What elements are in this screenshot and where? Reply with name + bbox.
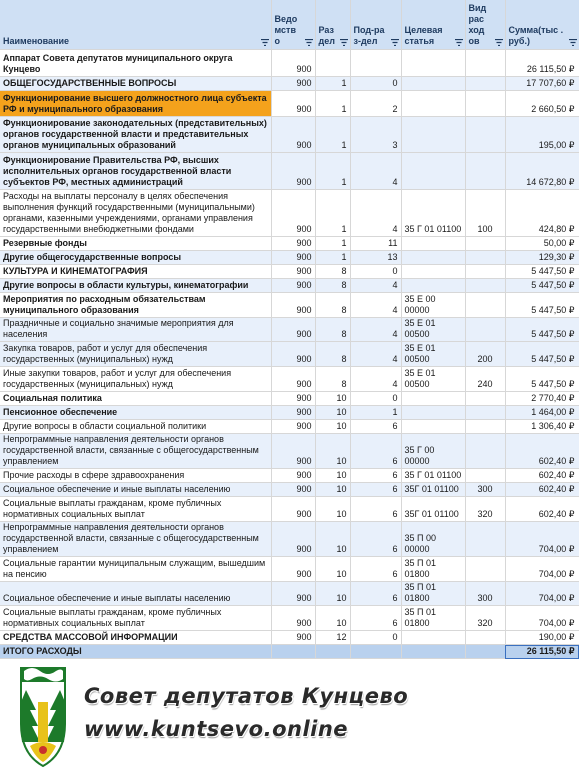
cell-subsection[interactable] — [350, 50, 401, 77]
cell-section[interactable]: 10 — [315, 606, 350, 631]
cell-sum[interactable]: 704,00 ₽ — [505, 606, 579, 631]
cell-expense-type[interactable]: 300 — [465, 483, 505, 497]
cell-department[interactable]: 900 — [271, 392, 315, 406]
cell-target-item[interactable]: 35 Е 01 00500 — [401, 367, 465, 392]
cell-target-item[interactable] — [401, 279, 465, 293]
cell-department[interactable]: 900 — [271, 237, 315, 251]
column-header-target-item[interactable]: Целевая статья — [401, 0, 465, 50]
cell-section[interactable]: 12 — [315, 631, 350, 645]
cell-department[interactable]: 900 — [271, 420, 315, 434]
cell-sum[interactable]: 5 447,50 ₽ — [505, 367, 579, 392]
cell-subsection[interactable]: 4 — [350, 190, 401, 237]
cell-section[interactable]: 1 — [315, 190, 350, 237]
cell-target-item[interactable] — [401, 631, 465, 645]
footer-title: Совет депутатов Кунцево — [84, 684, 409, 708]
cell-section[interactable]: 10 — [315, 483, 350, 497]
cell-name[interactable]: Резервные фонды — [0, 237, 271, 251]
column-header-name[interactable]: Наименование — [0, 0, 271, 50]
cell-target-item[interactable] — [401, 91, 465, 117]
cell-department[interactable]: 900 — [271, 522, 315, 557]
column-header-subsection[interactable]: Под-ра з-дел — [350, 0, 401, 50]
cell-department[interactable]: 900 — [271, 91, 315, 117]
cell-department[interactable]: 900 — [271, 293, 315, 318]
cell-name[interactable]: Социальные выплаты гражданам, кроме публичных нормативных социальных выплат — [0, 606, 271, 631]
cell-sum[interactable]: 26 115,50 ₽ — [505, 50, 579, 77]
coat-of-arms-logo — [18, 662, 68, 768]
table-row[interactable] — [0, 50, 579, 77]
cell-target-item[interactable] — [401, 406, 465, 420]
cell-subsection[interactable]: 0 — [350, 77, 401, 91]
table-row[interactable] — [0, 251, 579, 265]
cell-subsection[interactable]: 6 — [350, 606, 401, 631]
cell-subsection[interactable]: 6 — [350, 522, 401, 557]
cell-sum[interactable]: 602,40 ₽ — [505, 434, 579, 469]
cell-department[interactable]: 900 — [271, 497, 315, 522]
cell-target-item[interactable]: 35 Е 01 00500 — [401, 342, 465, 367]
cell-subsection[interactable]: 0 — [350, 392, 401, 406]
cell-department[interactable]: 900 — [271, 606, 315, 631]
cell-name[interactable]: Другие вопросы в области социальной политики — [0, 420, 271, 434]
cell-department[interactable]: 900 — [271, 265, 315, 279]
table-row[interactable] — [0, 237, 579, 251]
table-row[interactable] — [0, 406, 579, 420]
cell-target-item[interactable]: 35 П 00 00000 — [401, 522, 465, 557]
cell-target-item[interactable] — [401, 237, 465, 251]
table-row[interactable] — [0, 606, 579, 631]
cell-department[interactable]: 900 — [271, 582, 315, 606]
cell-section[interactable]: 10 — [315, 497, 350, 522]
cell-department[interactable]: 900 — [271, 318, 315, 342]
cell-section[interactable]: 8 — [315, 265, 350, 279]
cell-name[interactable]: Иные закупки товаров, работ и услуг для обеспечения государственных (муниципальных) нужд — [0, 367, 271, 392]
cell-expense-type[interactable]: 300 — [465, 582, 505, 606]
cell-target-item[interactable] — [401, 117, 465, 153]
cell-department[interactable]: 900 — [271, 251, 315, 265]
cell-sum[interactable]: 50,00 ₽ — [505, 237, 579, 251]
cell-subsection[interactable]: 0 — [350, 265, 401, 279]
cell-expense-type[interactable] — [465, 50, 505, 77]
cell-subsection[interactable] — [350, 645, 401, 659]
cell-expense-type[interactable] — [465, 557, 505, 582]
cell-expense-type[interactable]: 200 — [465, 342, 505, 367]
cell-subsection[interactable]: 6 — [350, 557, 401, 582]
cell-subsection[interactable]: 6 — [350, 469, 401, 483]
cell-section[interactable]: 8 — [315, 279, 350, 293]
table-row[interactable] — [0, 483, 579, 497]
cell-sum[interactable]: 129,30 ₽ — [505, 251, 579, 265]
cell-section[interactable]: 10 — [315, 434, 350, 469]
cell-expense-type[interactable]: 320 — [465, 606, 505, 631]
cell-target-item[interactable]: 35 Г 01 01100 — [401, 469, 465, 483]
cell-expense-type[interactable] — [465, 469, 505, 483]
cell-sum[interactable]: 5 447,50 ₽ — [505, 318, 579, 342]
cell-expense-type[interactable]: 100 — [465, 190, 505, 237]
cell-name[interactable]: Другие общегосударственные вопросы — [0, 251, 271, 265]
cell-sum[interactable]: 1 306,40 ₽ — [505, 420, 579, 434]
table-row[interactable] — [0, 342, 579, 367]
cell-name[interactable]: Социальные гарантии муниципальным служащим, вышедшим на пенсию — [0, 557, 271, 582]
cell-target-item[interactable] — [401, 153, 465, 190]
cell-target-item[interactable]: 35 Г 01 01100 — [401, 190, 465, 237]
table-row[interactable] — [0, 434, 579, 469]
cell-department[interactable]: 900 — [271, 434, 315, 469]
cell-subsection[interactable]: 0 — [350, 631, 401, 645]
cell-expense-type[interactable] — [465, 265, 505, 279]
cell-sum[interactable]: 602,40 ₽ — [505, 469, 579, 483]
table-row[interactable] — [0, 631, 579, 645]
cell-subsection[interactable]: 1 — [350, 406, 401, 420]
cell-section[interactable]: 10 — [315, 557, 350, 582]
cell-subsection[interactable]: 13 — [350, 251, 401, 265]
cell-target-item[interactable] — [401, 265, 465, 279]
cell-sum[interactable]: 704,00 ₽ — [505, 522, 579, 557]
column-header-sum[interactable]: Сумма(тыс . руб.) — [505, 0, 579, 50]
cell-target-item[interactable]: 35Г 01 01100 — [401, 483, 465, 497]
cell-section[interactable]: 10 — [315, 392, 350, 406]
cell-name[interactable]: Непрограммные направления деятельности органов государственной власти, связанные с общегосударственным управлением — [0, 434, 271, 469]
cell-subsection[interactable]: 6 — [350, 497, 401, 522]
header-row — [0, 0, 579, 50]
cell-name[interactable]: Закупка товаров, работ и услуг для обеспечения государственных (муниципальных) нужд — [0, 342, 271, 367]
cell-expense-type[interactable] — [465, 153, 505, 190]
cell-sum[interactable]: 602,40 ₽ — [505, 497, 579, 522]
cell-name[interactable]: Функционирование законодательных (представительных) органов государственной власти и представительных органов муниципальных образований — [0, 117, 271, 153]
cell-subsection[interactable]: 4 — [350, 279, 401, 293]
cell-section[interactable]: 1 — [315, 153, 350, 190]
table-row[interactable] — [0, 522, 579, 557]
table-row[interactable] — [0, 469, 579, 483]
cell-expense-type[interactable] — [465, 392, 505, 406]
cell-sum[interactable]: 5 447,50 ₽ — [505, 279, 579, 293]
cell-name[interactable]: СРЕДСТВА МАССОВОЙ ИНФОРМАЦИИ — [0, 631, 271, 645]
cell-expense-type[interactable] — [465, 420, 505, 434]
cell-subsection[interactable]: 4 — [350, 318, 401, 342]
cell-name[interactable]: Другие вопросы в области культуры, кинематографии — [0, 279, 271, 293]
table-row[interactable] — [0, 190, 579, 237]
cell-target-item[interactable] — [401, 392, 465, 406]
table-row[interactable] — [0, 91, 579, 117]
cell-name[interactable]: Расходы на выплаты персоналу в целях обеспечения выполнения функций государственными (муниципальными) органами, казенными учреждениями, органами управления государственными внебюджетными фондами — [0, 190, 271, 237]
cell-name[interactable]: ИТОГО РАСХОДЫ — [0, 645, 271, 659]
cell-sum[interactable]: 17 707,60 ₽ — [505, 77, 579, 91]
cell-sum[interactable]: 5 447,50 ₽ — [505, 342, 579, 367]
cell-subsection[interactable]: 6 — [350, 420, 401, 434]
cell-expense-type[interactable] — [465, 91, 505, 117]
filter-icon[interactable] — [391, 39, 399, 46]
cell-sum[interactable]: 602,40 ₽ — [505, 483, 579, 497]
cell-department[interactable]: 900 — [271, 342, 315, 367]
cell-department[interactable]: 900 — [271, 469, 315, 483]
filter-icon[interactable] — [305, 39, 313, 46]
table-row[interactable] — [0, 77, 579, 91]
filter-icon[interactable] — [455, 39, 463, 46]
cell-sum[interactable]: 704,00 ₽ — [505, 582, 579, 606]
cell-name[interactable]: Социальная политика — [0, 392, 271, 406]
table-row[interactable] — [0, 497, 579, 522]
cell-expense-type[interactable]: 320 — [465, 497, 505, 522]
filter-icon[interactable] — [340, 39, 348, 46]
cell-sum[interactable]: 5 447,50 ₽ — [505, 293, 579, 318]
cell-section[interactable] — [315, 50, 350, 77]
cell-department[interactable]: 900 — [271, 77, 315, 91]
table-row[interactable] — [0, 153, 579, 190]
cell-target-item[interactable]: 35 Е 00 00000 — [401, 293, 465, 318]
table-row[interactable] — [0, 367, 579, 392]
footer-banner — [0, 684, 579, 768]
cell-sum[interactable]: 190,00 ₽ — [505, 631, 579, 645]
cell-name[interactable]: Праздничные и социально значимые мероприятия для населения — [0, 318, 271, 342]
table-row[interactable] — [0, 279, 579, 293]
cell-expense-type[interactable] — [465, 522, 505, 557]
cell-target-item[interactable] — [401, 50, 465, 77]
cell-subsection[interactable]: 2 — [350, 91, 401, 117]
cell-target-item[interactable]: 35 П 01 01800 — [401, 557, 465, 582]
cell-sum[interactable]: 14 672,80 ₽ — [505, 153, 579, 190]
cell-sum[interactable]: 2 660,50 ₽ — [505, 91, 579, 117]
cell-expense-type[interactable] — [465, 406, 505, 420]
cell-expense-type[interactable] — [465, 318, 505, 342]
cell-sum[interactable]: 704,00 ₽ — [505, 557, 579, 582]
cell-sum[interactable]: 195,00 ₽ — [505, 117, 579, 153]
cell-section[interactable]: 1 — [315, 251, 350, 265]
cell-section[interactable]: 10 — [315, 582, 350, 606]
cell-section[interactable]: 10 — [315, 469, 350, 483]
cell-name[interactable]: Социальные выплаты гражданам, кроме публичных нормативных социальных выплат — [0, 497, 271, 522]
table-row[interactable] — [0, 557, 579, 582]
cell-target-item[interactable]: 35 П 01 01800 — [401, 606, 465, 631]
table-row[interactable] — [0, 582, 579, 606]
table-row[interactable] — [0, 318, 579, 342]
cell-name[interactable]: ОБЩЕГОСУДАРСТВЕННЫЕ ВОПРОСЫ — [0, 77, 271, 91]
cell-target-item[interactable] — [401, 251, 465, 265]
cell-name[interactable]: Функционирование Правительства РФ, высших исполнительных органов государственной власти субъектов РФ, местных администраций — [0, 153, 271, 190]
cell-sum[interactable]: 2 770,40 ₽ — [505, 392, 579, 406]
cell-subsection[interactable]: 3 — [350, 117, 401, 153]
cell-name[interactable]: КУЛЬТУРА И КИНЕМАТОГРАФИЯ — [0, 265, 271, 279]
cell-target-item[interactable]: 35 Е 01 00500 — [401, 318, 465, 342]
filter-icon[interactable] — [261, 39, 269, 46]
cell-target-item[interactable]: 35 Г 00 00000 — [401, 434, 465, 469]
cell-target-item[interactable]: 35 П 01 01800 — [401, 582, 465, 606]
cell-department[interactable]: 900 — [271, 483, 315, 497]
cell-section[interactable]: 1 — [315, 77, 350, 91]
cell-name[interactable]: Прочие расходы в сфере здравоохранения — [0, 469, 271, 483]
table-row[interactable] — [0, 117, 579, 153]
cell-department[interactable]: 900 — [271, 279, 315, 293]
cell-department[interactable]: 900 — [271, 117, 315, 153]
cell-section[interactable]: 10 — [315, 406, 350, 420]
table-row[interactable] — [0, 392, 579, 406]
cell-subsection[interactable]: 11 — [350, 237, 401, 251]
cell-section[interactable]: 1 — [315, 91, 350, 117]
cell-expense-type[interactable] — [465, 293, 505, 318]
cell-name[interactable]: Аппарат Совета депутатов муниципального округа Кунцево — [0, 50, 271, 77]
cell-subsection[interactable]: 6 — [350, 582, 401, 606]
cell-sum[interactable]: 5 447,50 ₽ — [505, 265, 579, 279]
cell-department[interactable]: 900 — [271, 153, 315, 190]
cell-subsection[interactable]: 4 — [350, 367, 401, 392]
cell-target-item[interactable]: 35Г 01 01100 — [401, 497, 465, 522]
cell-department[interactable]: 900 — [271, 631, 315, 645]
cell-target-item[interactable] — [401, 420, 465, 434]
cell-subsection[interactable]: 4 — [350, 342, 401, 367]
cell-department[interactable]: 900 — [271, 50, 315, 77]
cell-section[interactable]: 8 — [315, 342, 350, 367]
cell-expense-type[interactable] — [465, 251, 505, 265]
footer-url[interactable]: www.kuntsevo.online — [84, 717, 349, 741]
cell-sum[interactable]: 26 115,50 ₽ — [505, 645, 579, 659]
cell-department[interactable]: 900 — [271, 406, 315, 420]
cell-subsection[interactable]: 6 — [350, 483, 401, 497]
cell-department[interactable] — [271, 645, 315, 659]
filter-icon[interactable] — [495, 39, 503, 46]
cell-sum[interactable]: 424,80 ₽ — [505, 190, 579, 237]
cell-department[interactable]: 900 — [271, 190, 315, 237]
cell-expense-type[interactable] — [465, 117, 505, 153]
cell-expense-type[interactable] — [465, 279, 505, 293]
cell-expense-type[interactable] — [465, 631, 505, 645]
table-row[interactable] — [0, 420, 579, 434]
column-header-expense-type[interactable]: Вид рас ход ов — [465, 0, 505, 50]
cell-name[interactable]: Непрограммные направления деятельности органов государственной власти, связанные с общегосударственным управлением — [0, 522, 271, 557]
column-header-section[interactable]: Раз дел — [315, 0, 350, 50]
cell-sum[interactable]: 1 464,00 ₽ — [505, 406, 579, 420]
cell-expense-type[interactable] — [465, 434, 505, 469]
cell-section[interactable]: 10 — [315, 420, 350, 434]
filter-icon[interactable] — [569, 39, 577, 46]
cell-subsection[interactable]: 4 — [350, 153, 401, 190]
cell-name[interactable]: Социальное обеспечение и иные выплаты населению — [0, 582, 271, 606]
table-body — [0, 50, 579, 659]
cell-subsection[interactable]: 6 — [350, 434, 401, 469]
total-row[interactable] — [0, 645, 579, 659]
cell-section[interactable]: 8 — [315, 318, 350, 342]
cell-name[interactable]: Пенсионное обеспечение — [0, 406, 271, 420]
cell-section[interactable]: 10 — [315, 522, 350, 557]
column-header-department[interactable]: Ведо мств о — [271, 0, 315, 50]
cell-expense-type[interactable] — [465, 237, 505, 251]
cell-name[interactable]: Функционирование высшего должностного лица субъекта РФ и муниципального образования — [0, 91, 271, 117]
cell-name[interactable]: Социальное обеспечение и иные выплаты населению — [0, 483, 271, 497]
cell-target-item[interactable] — [401, 77, 465, 91]
cell-section[interactable] — [315, 645, 350, 659]
cell-subsection[interactable]: 4 — [350, 293, 401, 318]
cell-department[interactable]: 900 — [271, 367, 315, 392]
cell-section[interactable]: 8 — [315, 367, 350, 392]
cell-department[interactable]: 900 — [271, 557, 315, 582]
cell-section[interactable]: 1 — [315, 237, 350, 251]
table-row[interactable] — [0, 265, 579, 279]
cell-target-item[interactable] — [401, 645, 465, 659]
cell-expense-type[interactable] — [465, 645, 505, 659]
cell-section[interactable]: 8 — [315, 293, 350, 318]
cell-name[interactable]: Мероприятия по расходным обязательствам муниципального образования — [0, 293, 271, 318]
table-row[interactable] — [0, 293, 579, 318]
cell-expense-type[interactable] — [465, 77, 505, 91]
cell-expense-type[interactable]: 240 — [465, 367, 505, 392]
cell-section[interactable]: 1 — [315, 117, 350, 153]
